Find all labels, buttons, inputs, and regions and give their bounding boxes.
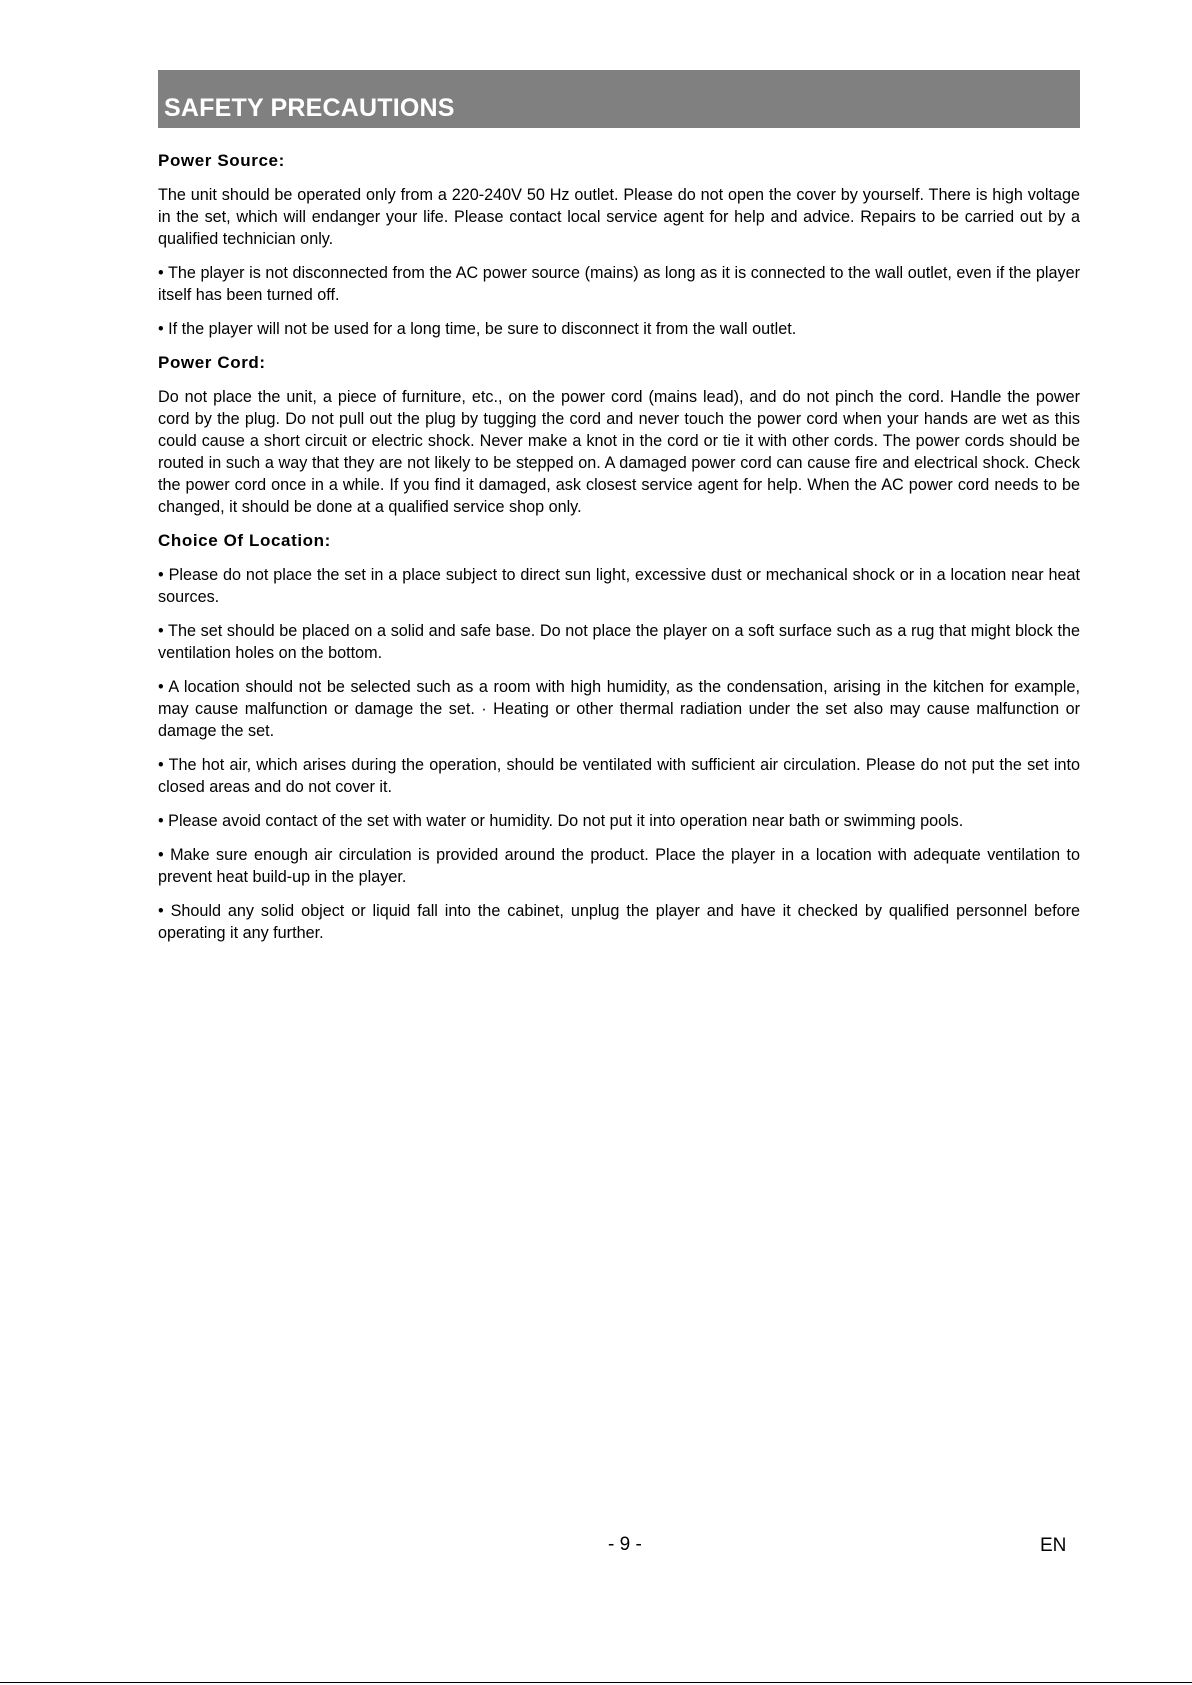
bottom-divider	[0, 1682, 1192, 1683]
bullet-paragraph: • Should any solid object or liquid fall into the cabinet, unplug the player and have it checked by qualified personnel before operating it any further.	[158, 902, 1080, 942]
bullet-paragraph: • The set should be placed on a solid and safe base. Do not place the player on a soft surface such as a rug that might block the ventilation holes on the bottom.	[158, 622, 1080, 662]
heading-power-cord: Power Cord:	[158, 353, 266, 372]
heading-power-source: Power Source:	[158, 151, 285, 170]
bullet-paragraph: • The player is not disconnected from the AC power source (mains) as long as it is connected to the wall outlet, even if the player itself has been turned off.	[158, 264, 1080, 304]
page-number: - 9 -	[608, 1534, 642, 1555]
bullet-paragraph: • Make sure enough air circulation is provided around the product. Place the player in a location with adequate ventilation to prevent heat build-up in the player.	[158, 846, 1080, 886]
section-title-bar	[158, 70, 1080, 128]
paragraph: Do not place the unit, a piece of furniture, etc., on the power cord (mains lead), and do not pinch the cord. Handle the power cord by the plug. Do not pull out the plug by tugging the cord and never touch the power cord when your hands are wet as this could cause a short circuit or electric shock. Never make a knot in the cord or tie it with other cords. The power cords should be routed in such a way that they are not likely to be stepped on. A damaged power cord can cause fire and electrical shock. Check the power cord once in a while. If you find it damaged, ask closest service agent for help. When the AC power cord needs to be changed, it should be done at a qualified service shop only.	[158, 388, 1080, 516]
bullet-paragraph: • If the player will not be used for a long time, be sure to disconnect it from the wall outlet.	[158, 320, 797, 338]
page-content	[158, 150, 1080, 956]
paragraph: The unit should be operated only from a 220-240V 50 Hz outlet. Please do not open the cover by yourself. There is high voltage in the set, which will endanger your life. Please contact local service agent for help and advice. Repairs to be carried out by a qualified technician only.	[158, 186, 1080, 248]
bullet-paragraph: • The hot air, which arises during the operation, should be ventilated with sufficient air circulation. Please do not put the set into closed areas and do not cover it.	[158, 756, 1080, 796]
page-title: SAFETY PRECAUTIONS	[164, 94, 455, 122]
bullet-paragraph: • A location should not be selected such as a room with high humidity, as the condensation, arising in the kitchen for example, may cause malfunction or damage the set. · Heating or other thermal radiation under the set also may cause malfunction or damage the set.	[158, 678, 1080, 740]
language-code: EN	[1040, 1535, 1067, 1556]
heading-choice-of-location: Choice Of Location:	[158, 531, 331, 550]
bullet-paragraph: • Please avoid contact of the set with water or humidity. Do not put it into operation near bath or swimming pools.	[158, 812, 964, 830]
bullet-paragraph: • Please do not place the set in a place subject to direct sun light, excessive dust or mechanical shock or in a location near heat sources.	[158, 566, 1080, 606]
